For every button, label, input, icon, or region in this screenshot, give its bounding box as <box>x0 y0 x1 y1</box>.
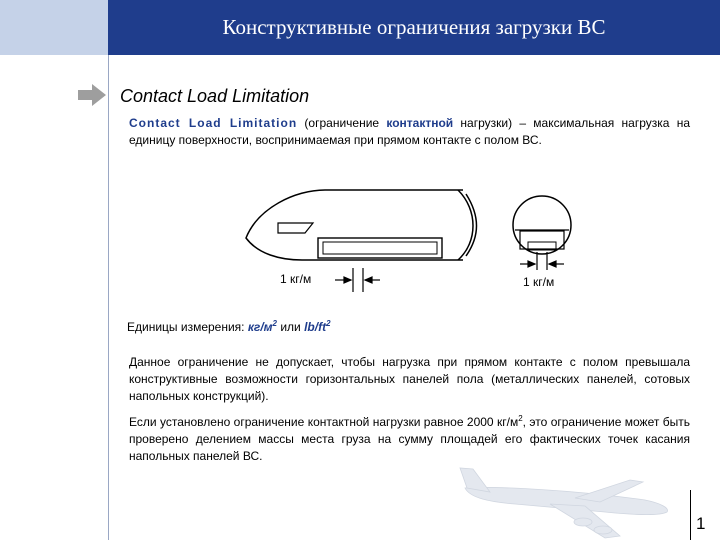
page-number-divider <box>690 490 691 540</box>
fuselage-side-view <box>246 190 477 260</box>
example-text-1: Если установлено ограничение контактной нагрузки равное 2000 кг/м <box>129 415 519 429</box>
side-dimension-label: 1 кг/м <box>280 272 312 286</box>
left-divider <box>108 55 109 540</box>
units-line <box>127 320 331 334</box>
fuselage-front-view <box>513 196 571 254</box>
example-exp: 2 <box>518 414 523 423</box>
left-header-strip <box>0 0 108 55</box>
definition-paragraph <box>129 115 690 149</box>
definition-text-2: нагрузки) – максимальная нагрузка на единицу поверхности, воспринимаемая при прямом контакте с полом ВС. <box>129 116 690 147</box>
example-paragraph <box>129 414 690 465</box>
page-number: 1 <box>696 514 706 533</box>
arrow-right-icon <box>78 84 106 106</box>
units-metric-exp: 2 <box>272 319 277 328</box>
units-prefix: Единицы измерения: <box>127 320 248 334</box>
side-dimension <box>335 268 380 292</box>
definition-emphasis: контактной <box>386 116 454 130</box>
front-dimension-label: 1 кг/м <box>523 275 555 289</box>
units-conj: или <box>277 320 305 334</box>
constraint-paragraph: Данное ограничение не допускает, чтобы нагрузка при прямом контакте с полом превышала конструктивные возможности горизонтальных панелей пола (металлических панелей, сотовых напольных конструкций). <box>129 355 690 403</box>
section-title: Contact Load Limitation <box>120 86 310 106</box>
airplane-watermark-icon <box>455 460 685 540</box>
units-metric: кг/м <box>247 320 273 334</box>
units-imperial: lb/ft <box>304 320 327 334</box>
aircraft-floor-diagram <box>230 180 590 295</box>
slide-header <box>108 0 720 55</box>
definition-term: Contact Load Limitation <box>129 116 298 130</box>
slide-title: Конструктивные ограничения загрузки ВС <box>222 15 606 39</box>
units-imperial-exp: 2 <box>326 319 331 328</box>
example-text-2: , это ограничение может быть проверено делением массы места груза на сумму площадей его фактических точек касания напольных панелей ВС. <box>129 415 691 463</box>
definition-text-1: (ограничение <box>297 116 387 130</box>
